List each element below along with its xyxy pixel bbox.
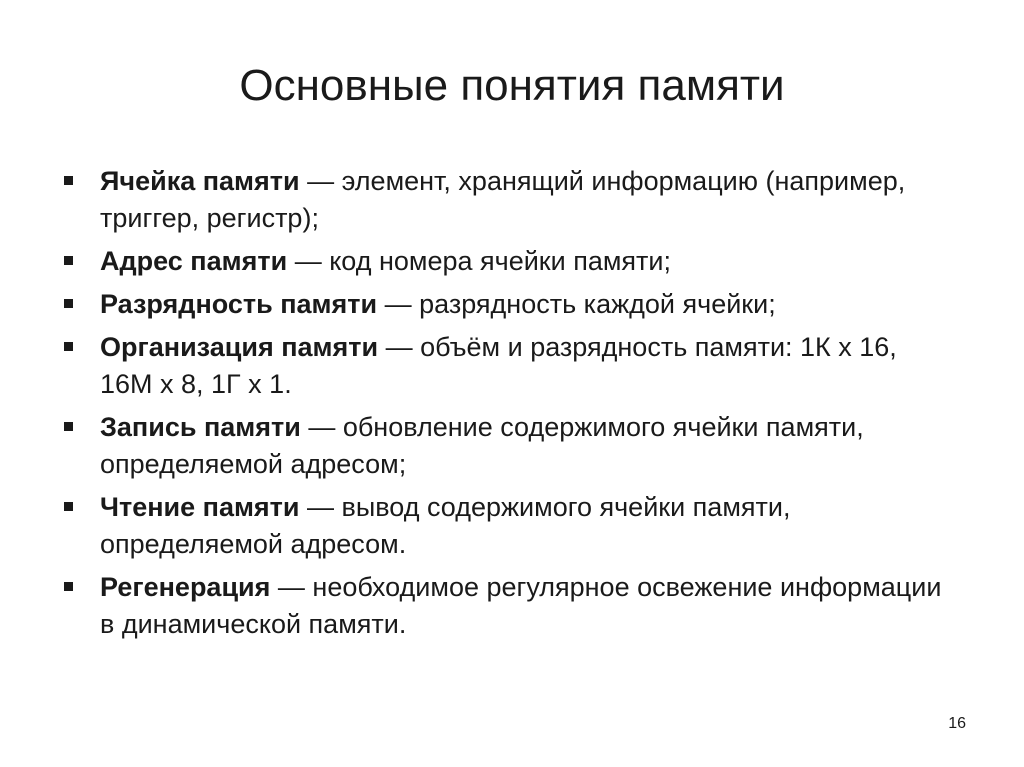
definition-text: — обновление содержимого ячейки памяти, определяемой адресом; [100, 412, 864, 479]
definition-text: — вывод содержимого ячейки памяти, определяемой адресом. [100, 492, 791, 559]
bullet-item-memory-width [62, 286, 942, 323]
square-bullet-icon [64, 256, 73, 265]
definition-text: — необходимое регулярное освежение информации в динамической памяти. [100, 572, 942, 639]
definition-text: — элемент, хранящий информацию (например, триггер, регистр); [100, 166, 906, 233]
square-bullet-icon [64, 502, 73, 511]
definition-text: — объём и разрядность памяти: 1К х 16, 16М х 8, 1Г х 1. [100, 332, 897, 399]
slide-title: Основные понятия памяти [239, 61, 785, 110]
term-label: Организация памяти [100, 332, 379, 362]
term-label: Запись памяти [100, 412, 301, 442]
bullet-item-memory-read [62, 489, 942, 563]
square-bullet-icon [64, 176, 73, 185]
bullet-item-regeneration [62, 569, 942, 643]
definition-text: — разрядность каждой ячейки; [377, 289, 776, 319]
bullet-item-memory-address [62, 243, 942, 280]
bullet-item-memory-write [62, 409, 942, 483]
term-label: Ячейка памяти [100, 166, 300, 196]
bullet-item-memory-organization [62, 329, 942, 403]
square-bullet-icon [64, 299, 73, 308]
term-label: Разрядность памяти [100, 289, 378, 319]
square-bullet-icon [64, 422, 73, 431]
square-bullet-icon [64, 342, 73, 351]
bullet-item-memory-cell [62, 163, 942, 237]
term-label: Адрес памяти [100, 246, 288, 276]
term-label: Регенерация [100, 572, 271, 602]
term-label: Чтение памяти [100, 492, 300, 522]
bullet-list [62, 163, 942, 649]
page-number: 16 [948, 715, 966, 732]
definition-text: — код номера ячейки памяти; [287, 246, 671, 276]
square-bullet-icon [64, 582, 73, 591]
